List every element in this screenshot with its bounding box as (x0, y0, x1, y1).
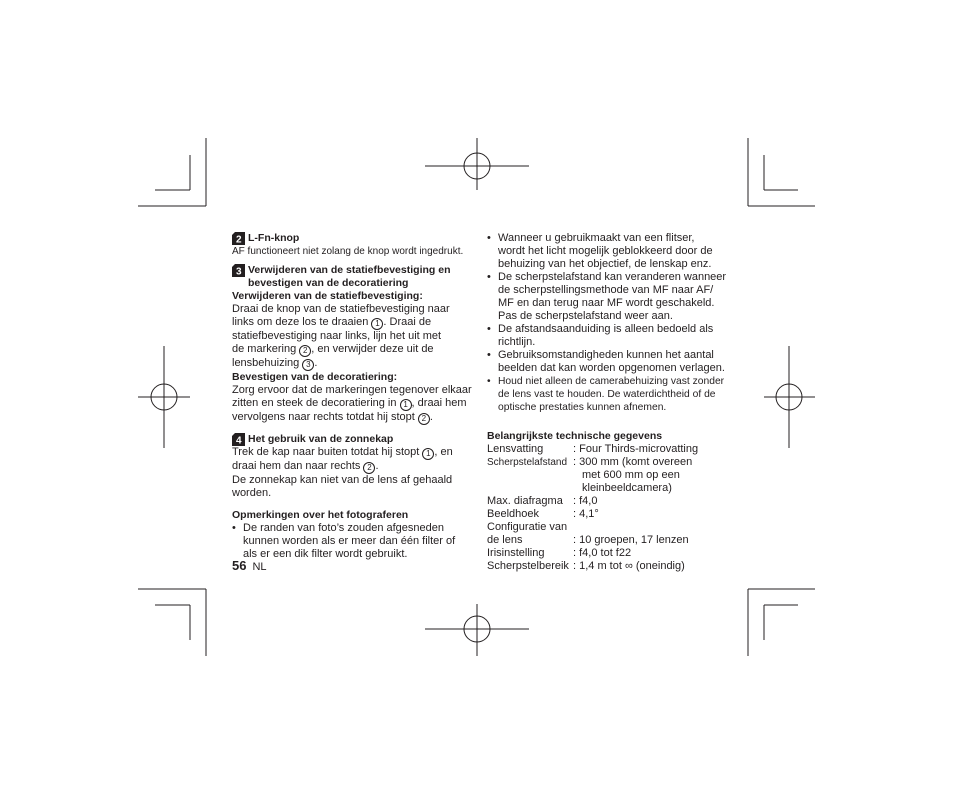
specs-title: Belangrijkste technische gegevens (487, 430, 663, 442)
circled-2: 2 (299, 345, 311, 357)
section-2-heading (232, 232, 472, 245)
language-code: NL (252, 561, 267, 573)
section-3-title-line2: bevestigen van de decoratiering (248, 277, 409, 289)
section-3-heading (232, 264, 472, 290)
table-row: de lens : 10 groepen, 17 lenzen (487, 534, 689, 546)
section-4-text: Trek de kap naar buiten totdat hij stopt 1 , en draai hem dan naar rechts 2 . De zonnekap kan niet van de lens af gehaald worden. (232, 446, 453, 499)
table-row: Lensvatting : Four Thirds-microvatting (487, 443, 699, 455)
list-item: • De scherpstelafstand kan veranderen wanneer de scherpstellingsmethode van MF naar AF/ MF en dan terug naar MF wordt geschakeld. Pas de scherpstelafstand weer aan. (487, 271, 732, 323)
list-item: • De afstandsaanduiding is alleen bedoeld als richtlijn. (487, 323, 732, 349)
table-row: Beeldhoek : 4,1° (487, 508, 599, 520)
attach-ring-text: Zorg ervoor dat de markeringen tegenover elkaar zitten en steek de decoratiering in 1 , draai hem vervolgens naar rechts totdat hij stopt 2 . (232, 384, 472, 423)
section-4-title: Het gebruik van de zonnekap (248, 433, 394, 445)
list-item: • Houd niet alleen de camerabehuizing vast zonder de lens vast te houden. De waterdichtheid of de optische prestaties kunnen afnemen. (487, 375, 732, 414)
list-item: • Wanneer u gebruikmaakt van een flitser, wordt het licht mogelijk geblokkeerd door de behuizing van het objectief, de lenskap enz. (487, 232, 732, 271)
specs-table (487, 443, 698, 573)
step-number-3-icon (232, 264, 245, 277)
subheading-attach-ring: Bevestigen van de decoratiering: (232, 371, 398, 383)
circled-1: 1 (422, 448, 434, 460)
section-3-title-line1: Verwijderen van de statiefbevestiging en (248, 264, 451, 276)
table-row: Scherpstelbereik : 1,4 m tot ∞ (oneindig) (487, 560, 685, 572)
circled-2: 2 (418, 413, 430, 425)
circled-2: 2 (363, 462, 375, 474)
table-row: Configuratie van (487, 521, 568, 533)
remarks-bullet: • De randen van foto’s zouden afgesneden kunnen worden als er meer dan één filter of als er een dik filter wordt gebruikt. (232, 522, 472, 561)
section-4-heading (232, 433, 472, 446)
remarks-title: Opmerkingen over het fotograferen (232, 509, 409, 521)
svg-text:4: 4 (236, 435, 242, 446)
svg-text:2: 2 (236, 234, 242, 245)
notes-list (487, 232, 732, 414)
left-column (232, 232, 472, 561)
page-number: 56 (232, 558, 247, 573)
circled-1: 1 (371, 318, 383, 330)
section-2-text: AF functioneert niet zolang de knop wordt ingedrukt. (232, 246, 464, 257)
table-row: Irisinstelling : f4,0 tot f22 (487, 547, 632, 559)
circled-1: 1 (400, 399, 412, 411)
subheading-remove-tripod: Verwijderen van de statiefbevestiging: (232, 290, 423, 302)
right-column (487, 232, 732, 573)
step-number-4-icon (232, 433, 245, 446)
table-row: Scherpstelafstand : 300 mm (komt overeen met 600 mm op een kleinbeeldcamera) (487, 456, 693, 494)
table-row: Max. diafragma : f4,0 (487, 495, 598, 507)
step-number-2-icon (232, 232, 245, 245)
page-footer (232, 558, 267, 573)
circled-3: 3 (302, 359, 314, 371)
remove-tripod-text: Draai de knop van de statiefbevestiging naar links om deze los te draaien 1 . Draai de statiefbevestiging naar links, lijn het uit met de markering 2 , en verwijder deze uit de lensbehuizing 3 . (232, 303, 450, 369)
section-2-title: L-Fn-knop (248, 232, 300, 244)
svg-text:3: 3 (236, 266, 242, 277)
list-item: • Gebruiksomstandigheden kunnen het aantal beelden dat kan worden opgenomen verlagen. (487, 349, 732, 375)
